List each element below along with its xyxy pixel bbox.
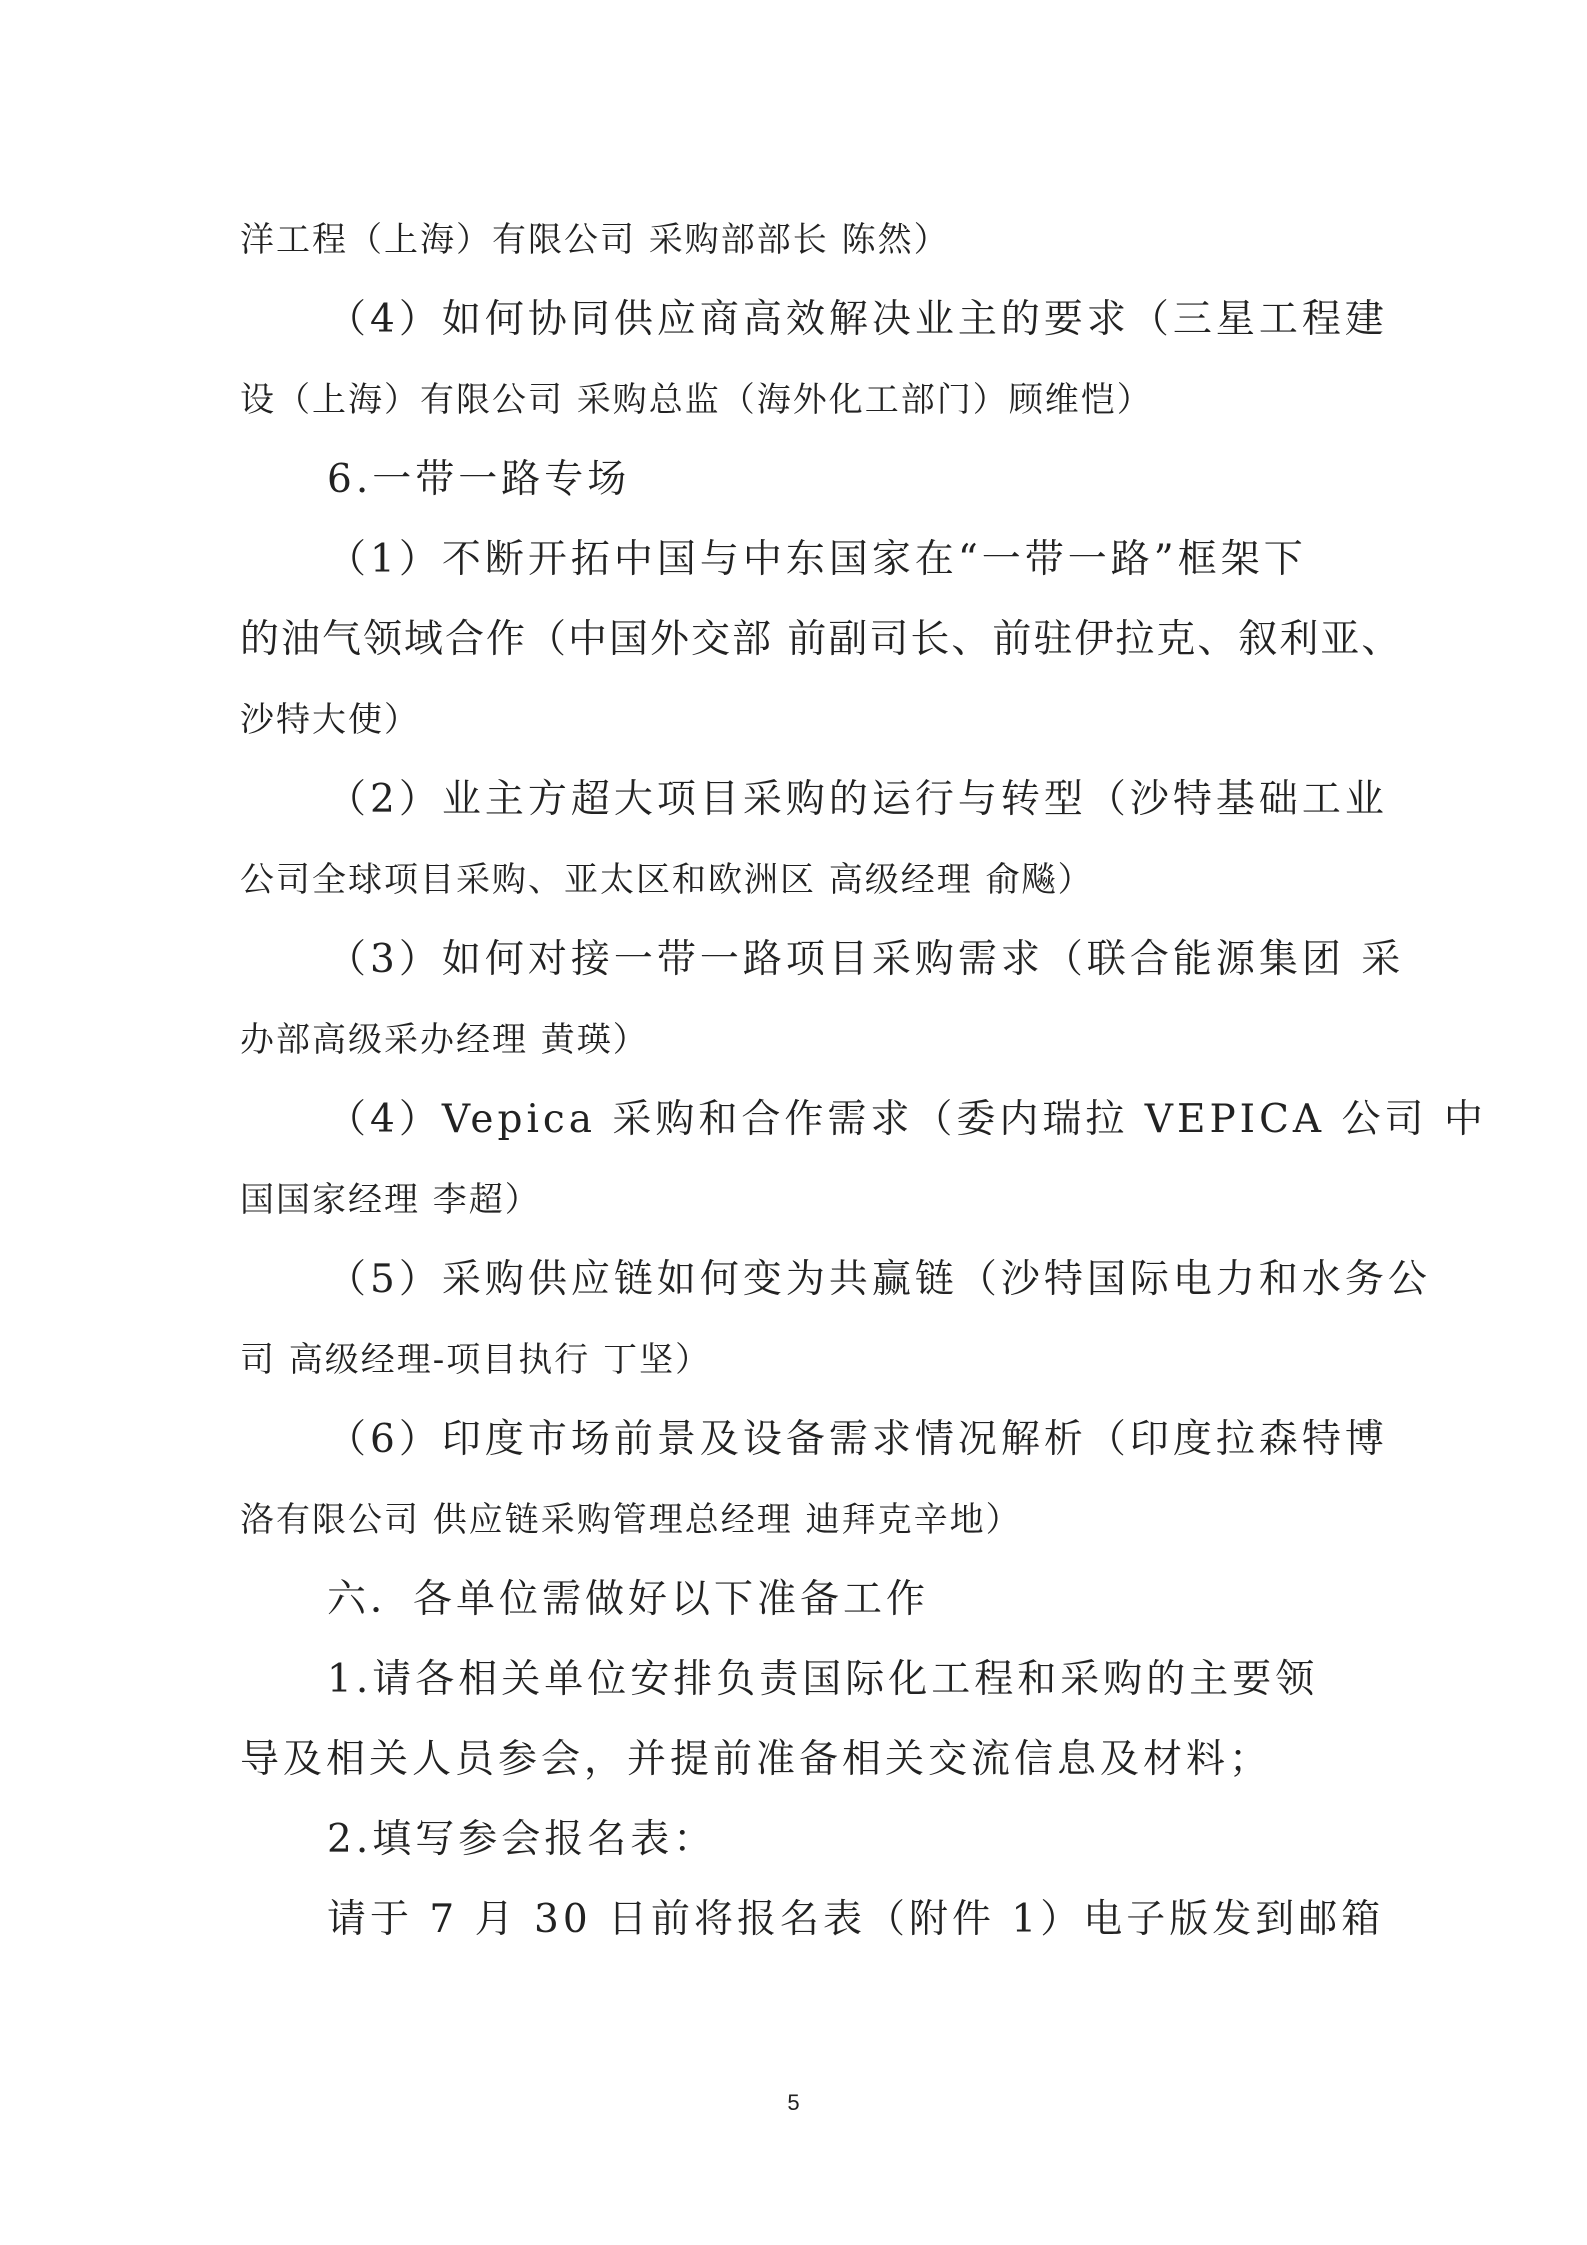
- text-line: 沙特大使）: [240, 700, 420, 740]
- document-body: [240, 200, 1487, 1960]
- text-line: 办部高级采办经理 黄瑛）: [240, 1020, 649, 1060]
- list-item-2-heading: （2）业主方超大项目采购的运行与转型（沙特基础工业: [327, 777, 1388, 822]
- text-line: 国国家经理 李超）: [240, 1180, 541, 1220]
- text-line: 请于 7 月 30 日前将报名表（附件 1）电子版发到邮箱: [327, 1897, 1385, 1942]
- section-heading-preparation: 六．各单位需做好以下准备工作: [327, 1577, 930, 1622]
- numbered-item-1: 1.请各相关单位安排负责国际化工程和采购的主要领: [327, 1657, 1319, 1702]
- text-line: 的油气领域合作（中国外交部 前副司长、前驻伊拉克、叙利亚、: [240, 617, 1403, 662]
- list-item-3-heading: （3）如何对接一带一路项目采购需求（联合能源集团 采: [327, 937, 1405, 982]
- numbered-item-2: 2.填写参会报名表：: [327, 1817, 717, 1862]
- list-item-4b-heading: （4）Vepica 采购和合作需求（委内瑞拉 VEPICA 公司 中: [327, 1097, 1487, 1142]
- page-number: 5: [787, 2090, 800, 2115]
- list-item-1-heading: （1）不断开拓中国与中东国家在“一带一路”框架下: [327, 537, 1307, 582]
- list-item-4-heading: （4）如何协同供应商高效解决业主的要求（三星工程建: [327, 297, 1388, 342]
- section-heading-belt-road: 6.一带一路专场: [327, 457, 631, 502]
- text-line: 司 高级经理-项目执行 丁坚）: [240, 1340, 712, 1380]
- text-line: 设（上海）有限公司 采购总监（海外化工部门）顾维恺）: [240, 380, 1153, 420]
- text-line: 洛有限公司 供应链采购管理总经理 迪拜克辛地）: [240, 1500, 1022, 1540]
- list-item-6-heading: （6）印度市场前景及设备需求情况解析（印度拉森特博: [327, 1417, 1388, 1462]
- text-line: 导及相关人员参会，并提前准备相关交流信息及材料；: [240, 1737, 1273, 1782]
- text-line: 洋工程（上海）有限公司 采购部部长 陈然）: [240, 220, 950, 260]
- list-item-5-heading: （5）采购供应链如何变为共赢链（沙特国际电力和水务公: [327, 1257, 1431, 1302]
- text-line: 公司全球项目采购、亚太区和欧洲区 高级经理 俞飚）: [240, 860, 1094, 900]
